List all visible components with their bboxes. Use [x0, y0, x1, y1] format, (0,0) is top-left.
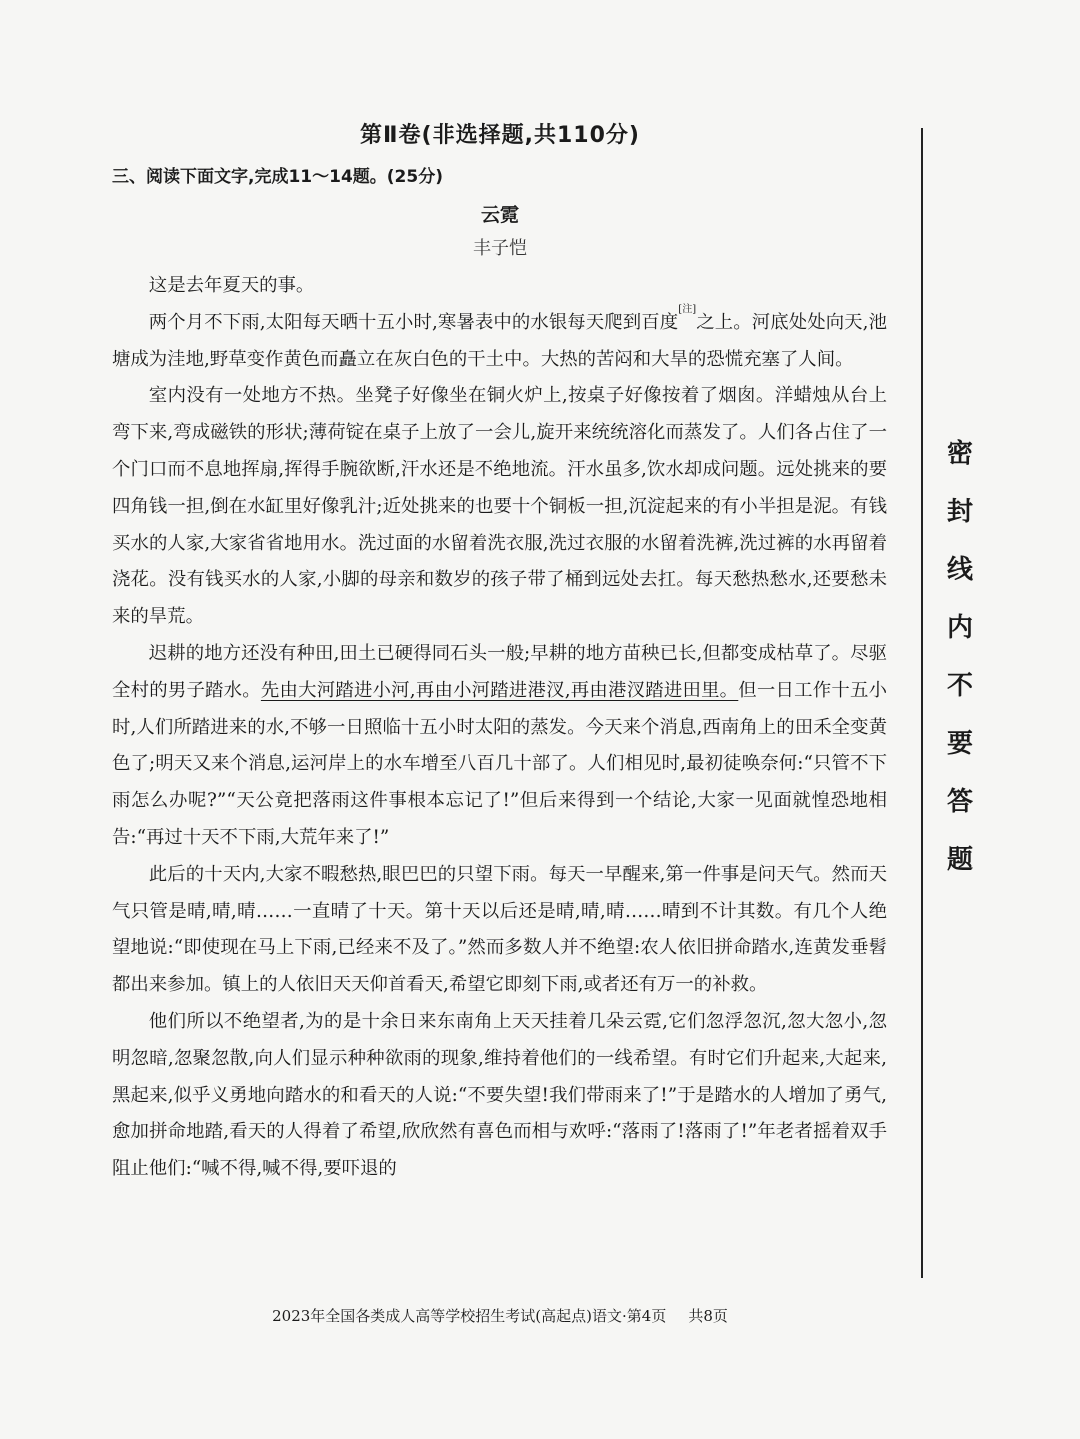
section-title: 第Ⅱ卷(非选择题,共110分) — [360, 123, 640, 148]
seal-notice — [940, 440, 980, 904]
question-heading: 三、阅读下面文字,完成11～14题。(25分) — [112, 167, 443, 187]
seal-char: 答 — [946, 787, 973, 817]
seal-char: 封 — [946, 497, 973, 527]
seal-char: 线 — [946, 555, 973, 585]
page-footer — [0, 1305, 1000, 1326]
footer-exam-info: 2023年全国各类成人高等学校招生考试(高起点)语文·第4页 — [272, 1307, 667, 1325]
seal-char: 要 — [946, 729, 973, 759]
seal-char: 题 — [946, 845, 973, 875]
footer-total-pages: 共8页 — [688, 1307, 728, 1325]
article-title: 云霓 — [480, 204, 519, 226]
paragraph: 两个月不下雨,太阳每天晒十五小时,寒暑表中的水银每天爬到百度[注]之上。河底处处向天,池塘成为洼地,野草变作黄色而矗立在灰白色的干土中。大热的苦闷和大旱的恐慌充塞了人间。 — [112, 303, 887, 370]
article-author: 丰子恺 — [473, 238, 527, 259]
seal-char: 内 — [946, 613, 973, 643]
underlined-sentence: 先由大河踏进小河,再由小河踏进港汊,再由港汊踏进田里。 — [260, 679, 739, 701]
seal-char: 密 — [946, 439, 973, 469]
paragraph: 此后的十天内,大家不暇愁热,眼巴巴的只望下雨。每天一早醒来,第一件事是问天气。然而天气只管是晴,晴,晴……一直晴了十天。第十天以后还是晴,晴,晴……晴到不计其数。有几个人绝望地说:“即使现在马上下雨,已经来不及了。”然而多数人并不绝望:农人依旧拼命踏水,连黄发垂髫都出来参加。镇上的人依旧天天仰首看天,希望它即刻下雨,或者还有万一的补救。 — [112, 863, 887, 996]
paragraph: 迟耕的地方还没有种田,田土已硬得同石头一般;早耕的地方苗秧已长,但都变成枯草了。尽驱全村的男子踏水。先由大河踏进小河,再由小河踏进港汊,再由港汊踏进田里。但一日工作十五小时,人们所踏进来的水,不够一日照临十五小时太阳的蒸发。今天来个消息,西南角上的田禾全变黄色了;明天又来个消息,运河岸上的水车增至八百几十部了。人们相见时,最初徒唤奈何:“只管不下雨怎么办呢?”“天公竟把落雨这件事根本忘记了!”但后来得到一个结论,大家一见面就惶恐地相告:“再过十天不下雨,大荒年来了!” — [112, 642, 887, 848]
paragraph: 室内没有一处地方不热。坐凳子好像坐在铜火炉上,按桌子好像按着了烟囱。洋蜡烛从台上弯下来,弯成磁铁的形状;薄荷锭在桌子上放了一会儿,旋开来统统溶化而蒸发了。人们各占住了一个门口而不息地挥扇,挥得手腕欲断,汗水还是不绝地流。汗水虽多,饮水却成问题。远处挑来的要四角钱一担,倒在水缸里好像乳汁;近处挑来的也要十个铜板一担,沉淀起来的有小半担是泥。有钱买水的人家,大家省省地用水。洗过面的水留着洗衣服,洗过衣服的水留着洗裤,洗过裤的水再留着浇花。没有钱买水的人家,小脚的母亲和数岁的孩子带了桶到远处去扛。每天愁热愁水,还要愁未来的旱荒。 — [112, 385, 887, 628]
seal-line — [921, 128, 923, 1278]
footnote-marker: [注] — [678, 303, 697, 315]
paragraph: 这是去年夏天的事。 — [148, 275, 315, 296]
seal-char: 不 — [946, 671, 973, 701]
article-body — [112, 268, 887, 1188]
paragraph: 他们所以不绝望者,为的是十余日来东南角上天天挂着几朵云霓,它们忽浮忽沉,忽大忽小,忽明忽暗,忽聚忽散,向人们显示种种欲雨的现象,维持着他们的一线希望。有时它们升起来,大起来,黑起来,似乎义勇地向踏水的和看天的人说:“不要失望!我们带雨来了!”于是踏水的人增加了勇气,愈加拼命地踏,看天的人得着了希望,欣欣然有喜色而相与欢呼:“落雨了!落雨了!”年老者摇着双手阻止他们:“喊不得,喊不得,要吓退的 — [112, 1010, 887, 1180]
